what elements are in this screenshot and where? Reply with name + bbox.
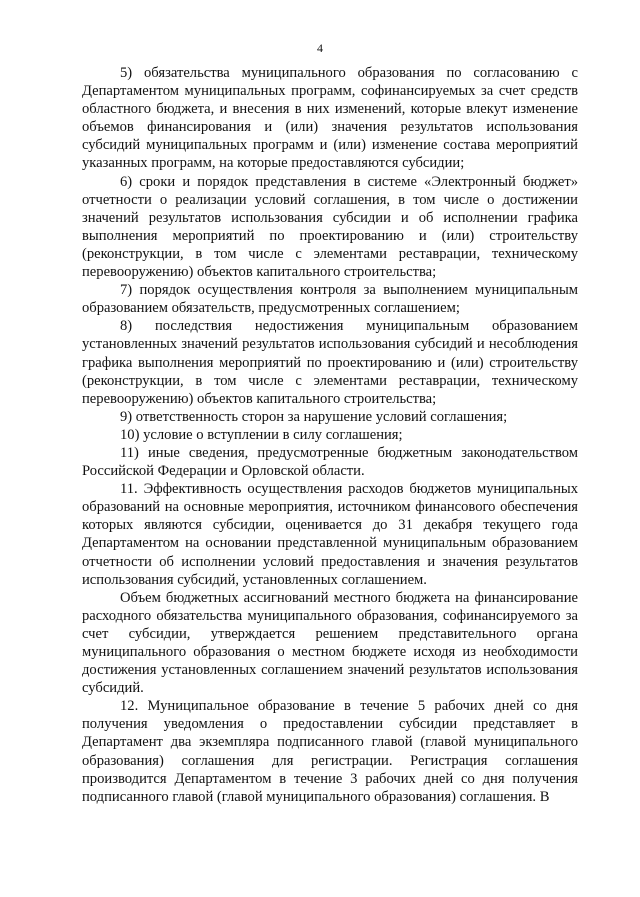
paragraph-item-9: 9) ответственность сторон за нарушение условий соглашения;: [120, 408, 508, 425]
paragraph-item-10: 10) условие о вступлении в силу соглашения;: [120, 426, 403, 443]
paragraph-section-11: 11. Эффективность осуществления расходов бюджетов муниципальных образований на основные мероприятия, источником финансового обеспечения которых являются субсидии, оценивается до 31 декабря текущего года Департаментом на основании представленной муниципальным образованием отчетности об исполнении условий предоставления и значения результатов использования субсидий, установленных соглашением.: [82, 481, 578, 588]
paragraph-item-8: 8) последствия недостижения муниципальным образованием установленных значений результатов использования субсидий и несоблюдения графика выполнения мероприятий по проектированию и (или) строительству (реконструкции, в том числе с элементами реставрации, техническому перевооружению) объектов капитального строительства;: [82, 318, 578, 407]
document-body: [82, 64, 578, 806]
paragraph-section-12: 12. Муниципальное образование в течение 5 рабочих дней со дня получения уведомления о предоставлении субсидии представляет в Департамент два экземпляра подписанного главой (главой муниципального образования) соглашения для регистрации. Регистрация соглашения производится Департаментом в течение 3 рабочих дней со дня получения подписанного главой (главой муниципального образования) соглашения. В: [82, 698, 578, 805]
paragraph-budget-volume: Объем бюджетных ассигнований местного бюджета на финансирование расходного обязательства муниципального образования, софинансируемого за счет субсидии, утверждается решением представительного органа муниципального образования о местном бюджете исходя из необходимости достижения установленных соглашением значений результатов использования субсидий.: [82, 589, 578, 697]
paragraph-item-7: 7) порядок осуществления контроля за выполнением муниципальным образованием обязательств, предусмотренных соглашением;: [82, 282, 578, 317]
page-number: 4: [317, 41, 323, 55]
paragraph-item-5: 5) обязательства муниципального образования по согласованию с Департаментом муниципальных программ, софинансируемых за счет средств областного бюджета, и внесения в них изменений, которые влекут изменение объемов финансирования и (или) значения результатов использования субсидий муниципальных программ и (или) изменение состава мероприятий указанных программ, на которые предоставляются субсидии;: [82, 65, 578, 172]
paragraph-item-6: 6) сроки и порядок представления в системе «Электронный бюджет» отчетности о реализации условий соглашения, в том числе о достижении значений результатов использования субсидии и об исполнении графика выполнения мероприятий по проектированию и (или) строительству (реконструкции, в том числе с элементами реставрации, техническому перевооружению) объектов капитального строительства;: [82, 173, 578, 281]
paragraph-item-11: 11) иные сведения, предусмотренные бюджетным законодательством Российской Федерации и Орловской области.: [82, 444, 578, 480]
